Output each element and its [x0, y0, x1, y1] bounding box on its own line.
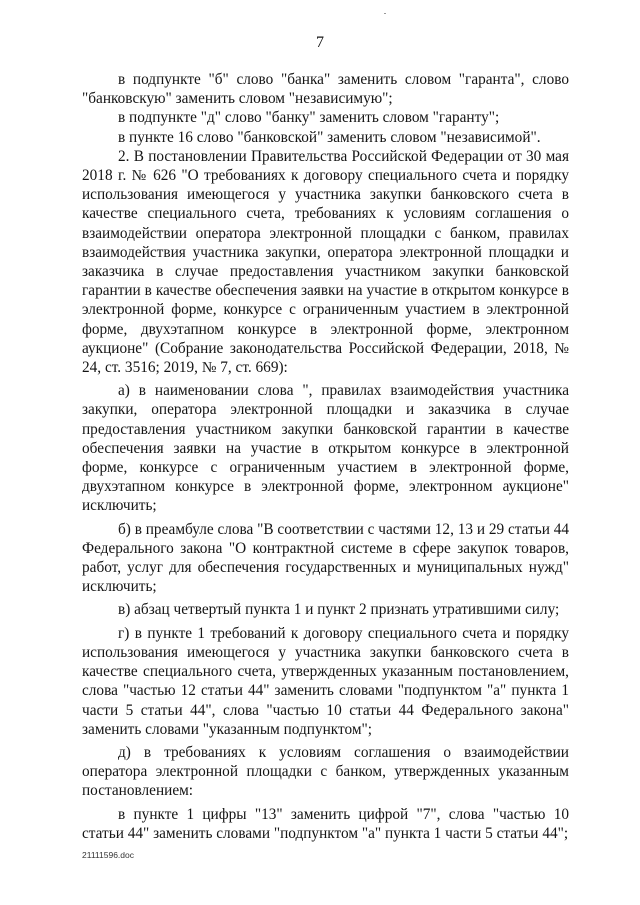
- footer-document-code: 21111596.doc: [82, 850, 134, 860]
- paragraph-item-2: 2. В постановлении Правительства Российской Федерации от 30 мая 2018 г. № 626 "О требованиях к договору специального счета и порядку использования имеющегося у участника закупки банковского счета в качестве специального счета, требованиях к условиям соглашения о взаимодействии оператора электронной площадки с банком, правилах взаимодействия участника закупки, оператора электронной площадки и заказчика в случае предоставления участником закупки банковской гарантии в качестве обеспечения заявки на участие в открытом конкурсе в электронной форме, конкурсе с ограниченным участием в электронной форме, двухэтапном конкурсе в электронной форме, электронном аукционе" (Собрание законодательства Российской Федерации, 2018, № 24, ст. 3516; 2019, № 7, ст. 669):: [82, 147, 569, 377]
- page-number: 7: [316, 34, 324, 51]
- paragraph-item-a: а) в наименовании слова ", правилах взаимодействия участника закупки, оператора электронной площадки и заказчика в случае предоставления участником закупки банковской гарантии в качестве обеспечения заявки на участие в открытом конкурсе в электронной форме, конкурсе с ограниченным участием в электронной форме, двухэтапном конкурсе в электронной форме, электронном аукционе" исключить;: [82, 382, 569, 515]
- paragraph-subpoint-b: в подпункте "б" слово "банка" заменить словом "гаранта", слово "банковскую" заменить словом "независимую";: [82, 71, 569, 108]
- document-body: [82, 70, 569, 843]
- scan-speck: [384, 13, 386, 14]
- paragraph-item-d: д) в требованиях к условиям соглашения о взаимодействии оператора электронной площадки с банком, утвержденных указанным постановлением:: [82, 743, 569, 800]
- paragraph-point-1: в пункте 1 цифры "13" заменить цифрой "7", слова "частью 10 статьи 44" заменить словами "подпунктом "а" пункта 1 части 5 статьи 44";: [82, 805, 569, 842]
- paragraph-item-g: г) в пункте 1 требований к договору специального счета и порядку использования имеющегося у участника закупки банковского счета в качестве специального счета, утвержденных указанным постановлением, слова "частью 12 статьи 44" заменить словами "подпунктом "а" пункта 1 части 5 статьи 44", слова "частью 10 статьи 44 Федерального закона" заменить словами "указанным подпунктом";: [82, 624, 569, 738]
- paragraph-item-v: в) абзац четвертый пункта 1 и пункт 2 признать утратившими силу;: [118, 601, 560, 619]
- paragraph-subpoint-d: в подпункте "д" слово "банку" заменить словом "гаранту";: [118, 109, 500, 127]
- paragraph-item-b: б) в преамбуле слова "В соответствии с частями 12, 13 и 29 статьи 44 Федерального закона "О контрактной системе в сфере закупок товаров, работ, услуг для обеспечения государственных и муниципальных нужд" исключить;: [82, 520, 570, 596]
- paragraph-point-16: в пункте 16 слово "банковской" заменить словом "независимой".: [118, 128, 541, 146]
